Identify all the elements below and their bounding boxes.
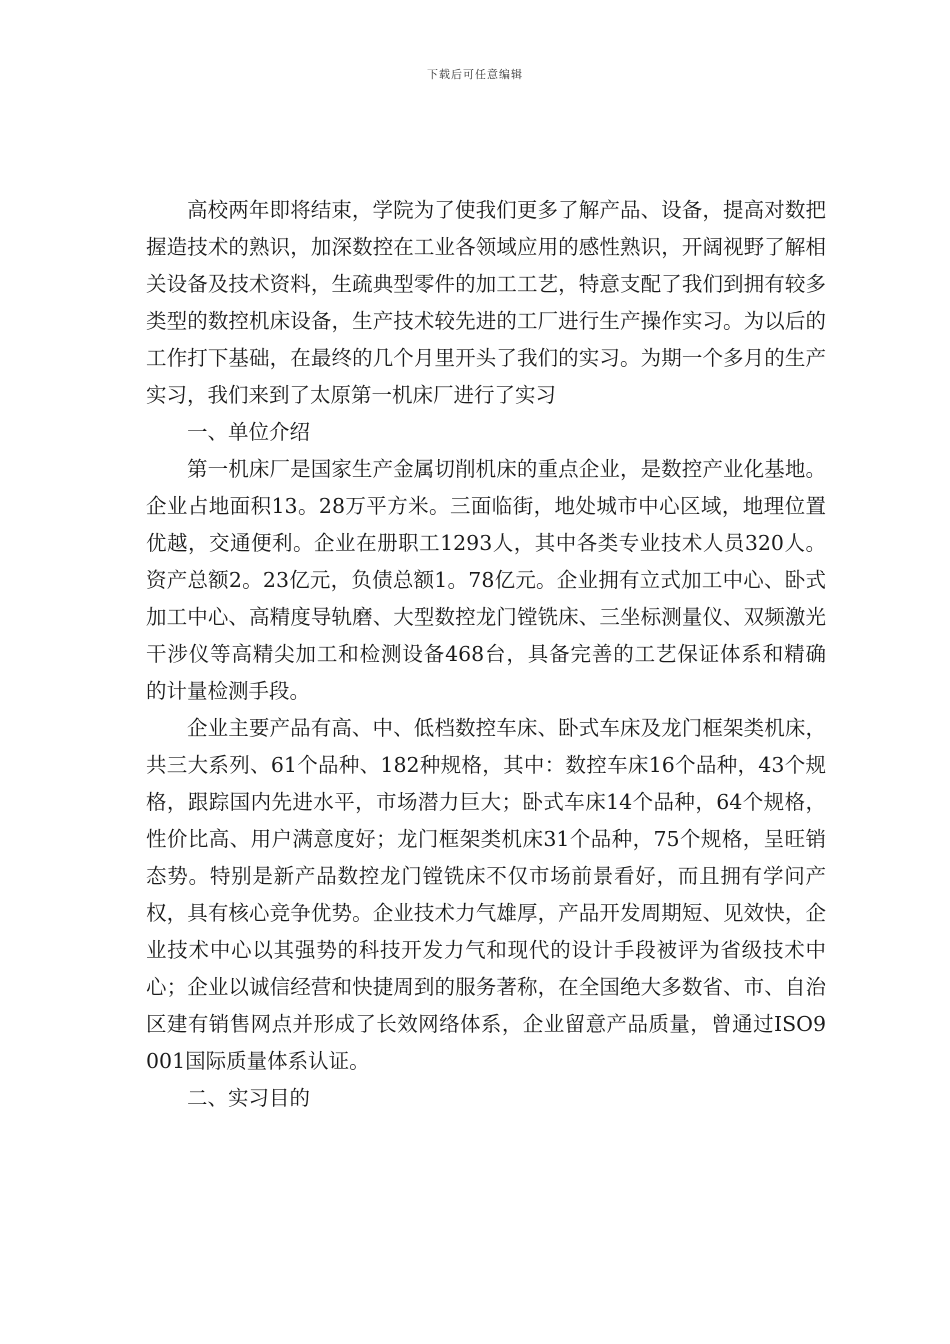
company-products-paragraph: 企业主要产品有高、中、低档数控车床、卧式车床及龙门框架类机床，共三大系列、61个品种、182种规格，其中：数控车床16个品种，43个规格，跟踪国内先进水平，市场潜力巨大；卧式车床14个品种，64个规格，性价比高、用户满意度好；龙门框架类机床31个品种，75个规格，呈旺销态势。特别是新产品数控龙门镗铣床不仅市场前景看好，而且拥有学问产权，具有核心竞争优势。企业技术力气雄厚，产品开发周期短、见效快，企业技术中心以其强势的科技开发力气和现代的设计手段被评为省级技术中心；企业以诚信经营和快捷周到的服务著称，在全国绝大多数省、市、自治区建有销售网点并形成了长效网络体系，企业留意产品质量，曾通过ISO9001国际质量体系认证。 [146, 716, 826, 1073]
document-body [146, 192, 847, 1117]
section-heading-internship-purpose: 二、实习目的 [187, 1086, 310, 1110]
company-overview-paragraph: 第一机床厂是国家生产金属切削机床的重点企业，是数控产业化基地。企业占地面积13。28万平方米。三面临街，地处城市中心区域，地理位置优越，交通便利。企业在册职工1293人，其中各类专业技术人员320人。资产总额2。23亿元，负债总额1。78亿元。企业拥有立式加工中心、卧式加工中心、高精度导轨磨、大型数控龙门镗铣床、三坐标测量仪、双频激光干涉仪等高精尖加工和检测设备468台，具备完善的工艺保证体系和精确 的计量检测手段。 [146, 457, 847, 703]
intro-paragraph: 高校两年即将结束，学院为了使我们更多了解产品、设备，提高对数把握造技术的熟识，加深数控在工业各领域应用的感性熟识，开阔视野了解相关设备及技术资料，生疏典型零件的加工工艺，特意支配了我们到拥有较多类型的数控机床设备，生产技术较先进的工厂进行生产操作实习。为以后的工作打下基础，在最终的几个月里开头了我们的实习。为期一个多月的生产实习，我们来到了太原第一机床厂进行了实习 [146, 198, 826, 407]
section-heading-unit-intro: 一、单位介绍 [187, 420, 310, 444]
page-header-note: 下载后可任意编辑 [427, 68, 523, 81]
